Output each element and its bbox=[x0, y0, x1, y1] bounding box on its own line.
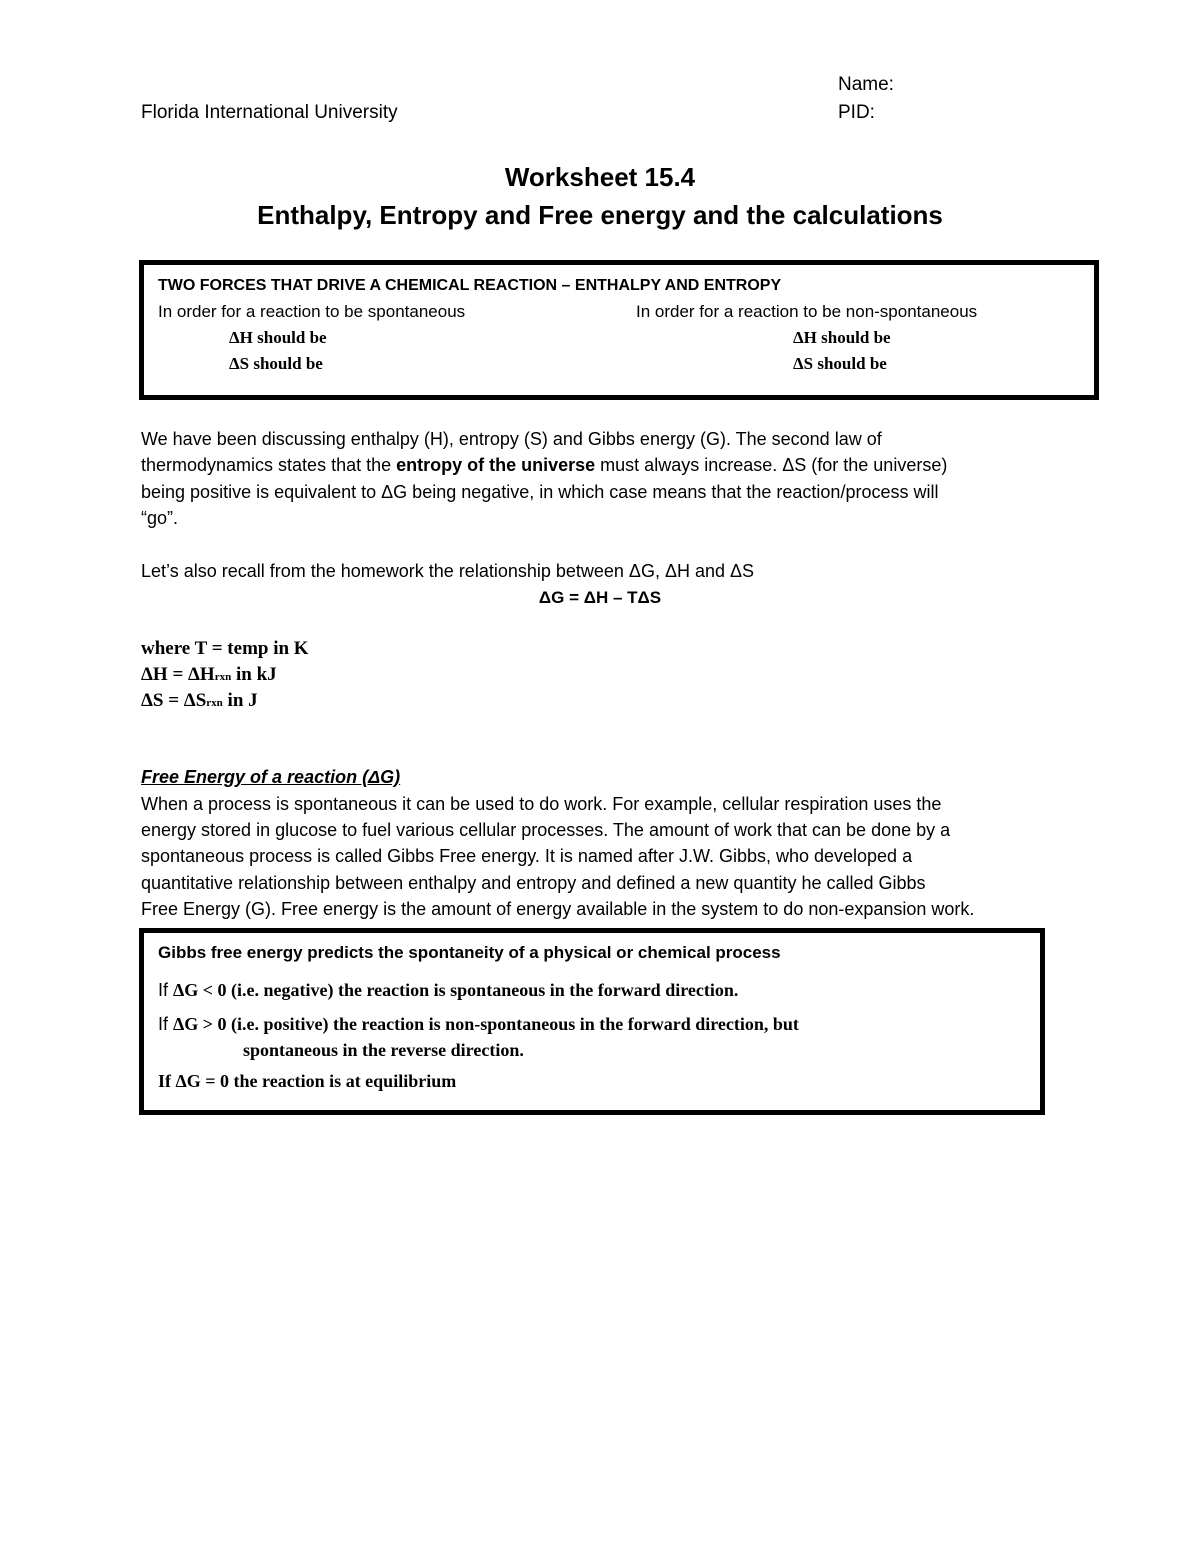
rule-text: ΔG < 0 (i.e. negative) the reaction is spontaneous in the forward direction. bbox=[173, 980, 739, 1000]
definition-h-subscript: rxn bbox=[214, 671, 232, 683]
free-energy-line: spontaneous process is called Gibbs Free energy. It is named after J.W. Gibbs, who developed a bbox=[141, 846, 913, 866]
free-energy-line: When a process is spontaneous it can be used to do work. For example, cellular respiration uses the bbox=[141, 794, 942, 814]
definition-s-subscript: rxn bbox=[206, 697, 223, 709]
free-energy-heading: Free Energy of a reaction (ΔG) bbox=[141, 767, 401, 787]
free-energy-line: Free Energy (G). Free energy is the amount of energy available in the system to do non-expansion work. bbox=[141, 899, 975, 919]
university-name: Florida International University bbox=[141, 102, 398, 123]
intro-text: thermodynamics states that the bbox=[141, 455, 397, 475]
spontaneous-label: In order for a reaction to be spontaneous bbox=[158, 302, 466, 321]
gibbs-positive-rule bbox=[158, 1014, 799, 1035]
intro-text: must always increase. ΔS (for the universe) bbox=[595, 455, 948, 475]
non-spontaneous-label: In order for a reaction to be non-spontaneous bbox=[636, 302, 978, 321]
name-label: Name: bbox=[838, 74, 894, 95]
gibbs-positive-rule-continued: spontaneous in the reverse direction. bbox=[243, 1040, 524, 1060]
worksheet-title: Worksheet 15.4 bbox=[504, 162, 696, 192]
rule-prefix: If bbox=[158, 980, 174, 1000]
gibbs-box-heading: Gibbs free energy predicts the spontaneity of a physical or chemical process bbox=[158, 943, 781, 962]
non-spontaneous-dh-prompt: ΔH should be bbox=[793, 328, 891, 347]
definition-s-unit: in J bbox=[222, 690, 258, 711]
recall-line: Let’s also recall from the homework the relationship between ΔG, ΔH and ΔS bbox=[141, 561, 755, 581]
definition-h-text: ΔH = ΔH bbox=[141, 664, 215, 685]
rule-text: ΔG > 0 (i.e. positive) the reaction is non-spontaneous in the forward direction, but bbox=[173, 1014, 799, 1034]
intro-paragraph-line: “go”. bbox=[141, 508, 179, 528]
gibbs-equation: ΔG = ΔH – TΔS bbox=[538, 588, 662, 607]
gibbs-negative-rule bbox=[158, 980, 738, 1001]
pid-label: PID: bbox=[838, 102, 875, 123]
intro-paragraph-line: We have been discussing enthalpy (H), entropy (S) and Gibbs energy (G). The second law of bbox=[141, 429, 882, 449]
intro-paragraph-line bbox=[141, 455, 947, 476]
free-energy-line: quantitative relationship between enthalpy and entropy and defined a new quantity he called Gibbs bbox=[141, 873, 926, 893]
spontaneous-ds-prompt: ΔS should be bbox=[229, 354, 323, 373]
rule-prefix: If bbox=[158, 1014, 174, 1034]
definition-s bbox=[141, 690, 258, 712]
entropy-universe-emphasis: entropy of the universe bbox=[396, 455, 596, 475]
free-energy-line: energy stored in glucose to fuel various cellular processes. The amount of work that can be done by a bbox=[141, 820, 951, 840]
gibbs-equilibrium-rule: If ΔG = 0 the reaction is at equilibrium bbox=[158, 1071, 457, 1091]
definition-h-unit: in kJ bbox=[231, 664, 277, 685]
spontaneous-dh-prompt: ΔH should be bbox=[229, 328, 327, 347]
worksheet-subtitle: Enthalpy, Entropy and Free energy and the calculations bbox=[257, 200, 943, 230]
intro-paragraph-line: being positive is equivalent to ΔG being negative, in which case means that the reaction/process will bbox=[141, 482, 939, 502]
forces-heading: TWO FORCES THAT DRIVE A CHEMICAL REACTION – ENTHALPY AND ENTROPY bbox=[158, 277, 782, 294]
definition-s-text: ΔS = ΔS bbox=[141, 690, 207, 711]
non-spontaneous-ds-prompt: ΔS should be bbox=[793, 354, 887, 373]
definition-t: where T = temp in K bbox=[141, 638, 309, 659]
definition-h bbox=[141, 664, 277, 686]
